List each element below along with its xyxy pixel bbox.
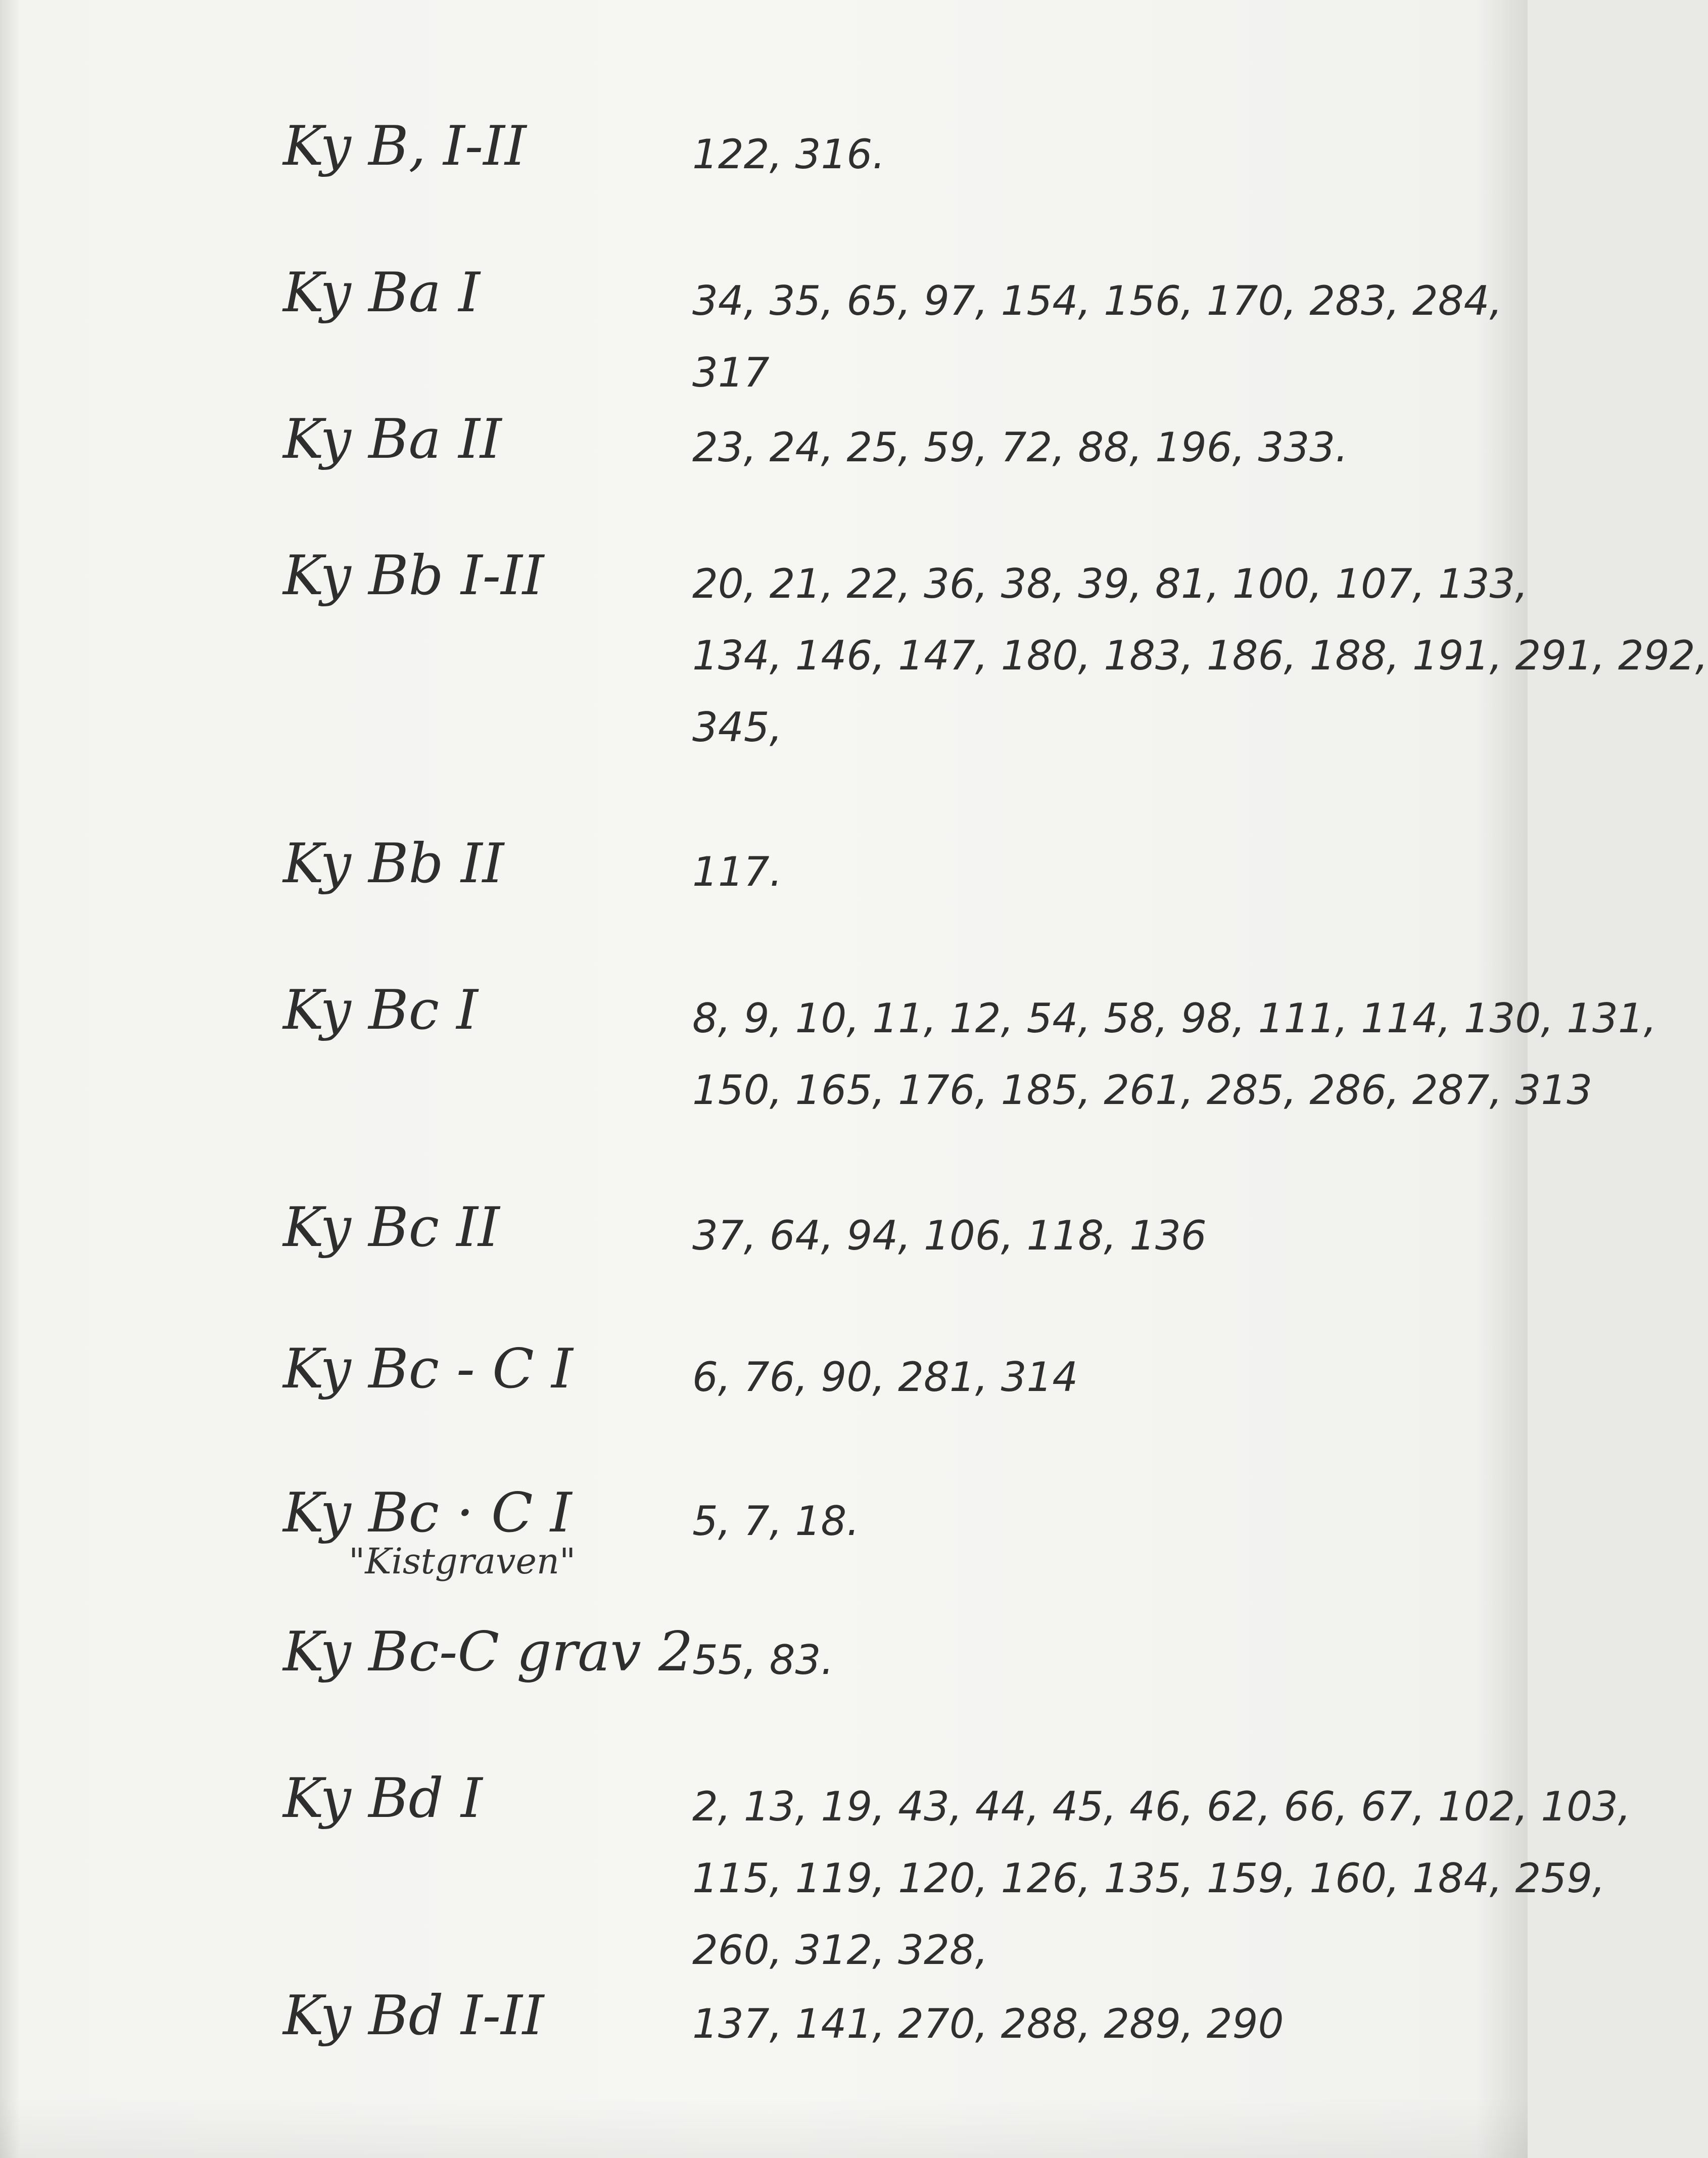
value-line: 137, 141, 270, 288, 289, 290 xyxy=(692,2000,1284,2047)
value-line: 55, 83. xyxy=(692,1637,834,1684)
entry-label: Ky Bc I xyxy=(283,979,478,1042)
entry-label: Ky Ba II xyxy=(283,408,502,471)
entry-label: Ky Bd I-II xyxy=(283,1984,544,2047)
page-shadow xyxy=(0,2097,1528,2158)
entry-label: Ky Bc II xyxy=(283,1196,500,1259)
entry-values xyxy=(692,412,1425,484)
entry-label: Ky Bb II xyxy=(283,832,504,895)
entry-label: Ky Bc-C grav 2 xyxy=(283,1620,693,1684)
entry-values xyxy=(692,1200,1425,1272)
value-line: 23, 24, 25, 59, 72, 88, 196, 333. xyxy=(692,424,1348,471)
entry-values xyxy=(692,1624,1425,1696)
entry-values xyxy=(692,265,1502,409)
entry-values xyxy=(692,983,1657,1126)
value-line: 117. xyxy=(692,848,783,895)
value-line: 134, 146, 147, 180, 183, 186, 188, 191, 291, 292, xyxy=(692,632,1708,679)
value-line: 115, 119, 120, 126, 135, 159, 160, 184, 259, xyxy=(692,1855,1605,1902)
value-line: 34, 35, 65, 97, 154, 156, 170, 283, 284, xyxy=(692,277,1502,324)
entry-values xyxy=(692,548,1708,763)
entry-label: Ky B, I-II xyxy=(283,115,527,178)
value-line: 150, 165, 176, 185, 261, 285, 286, 287, 313 xyxy=(692,1067,1593,1114)
entry-values xyxy=(692,836,1425,908)
value-line: 345, xyxy=(692,704,783,751)
value-line: 317 xyxy=(692,349,770,396)
value-line: 2, 13, 19, 43, 44, 45, 46, 62, 66, 67, 102, 103, xyxy=(692,1783,1631,1830)
entry-values xyxy=(692,119,1425,190)
value-line: 6, 76, 90, 281, 314 xyxy=(692,1354,1078,1401)
entry-sublabel: "Kistgraven" xyxy=(349,1541,576,1582)
entry-values xyxy=(692,1771,1631,1986)
entry-values xyxy=(692,1988,1425,2060)
value-line: 5, 7, 18. xyxy=(692,1498,860,1545)
entry-values xyxy=(692,1485,1425,1557)
entry-label: Ky Bb I-II xyxy=(283,544,544,607)
entry-label: Ky Bc - C I xyxy=(283,1337,573,1401)
value-line: 37, 64, 94, 106, 118, 136 xyxy=(692,1212,1207,1259)
value-line: 122, 316. xyxy=(692,131,885,178)
entry-label: Ky Bc · C I xyxy=(283,1481,572,1545)
value-line: 260, 312, 328, xyxy=(692,1927,988,1974)
value-line: 8, 9, 10, 11, 12, 54, 58, 98, 111, 114, 130, 131, xyxy=(692,995,1657,1042)
value-line: 20, 21, 22, 36, 38, 39, 81, 100, 107, 133, xyxy=(692,560,1528,607)
entry-values xyxy=(692,1341,1425,1413)
entry-label: Ky Bd I xyxy=(283,1767,483,1830)
entry-label: Ky Ba I xyxy=(283,261,480,324)
